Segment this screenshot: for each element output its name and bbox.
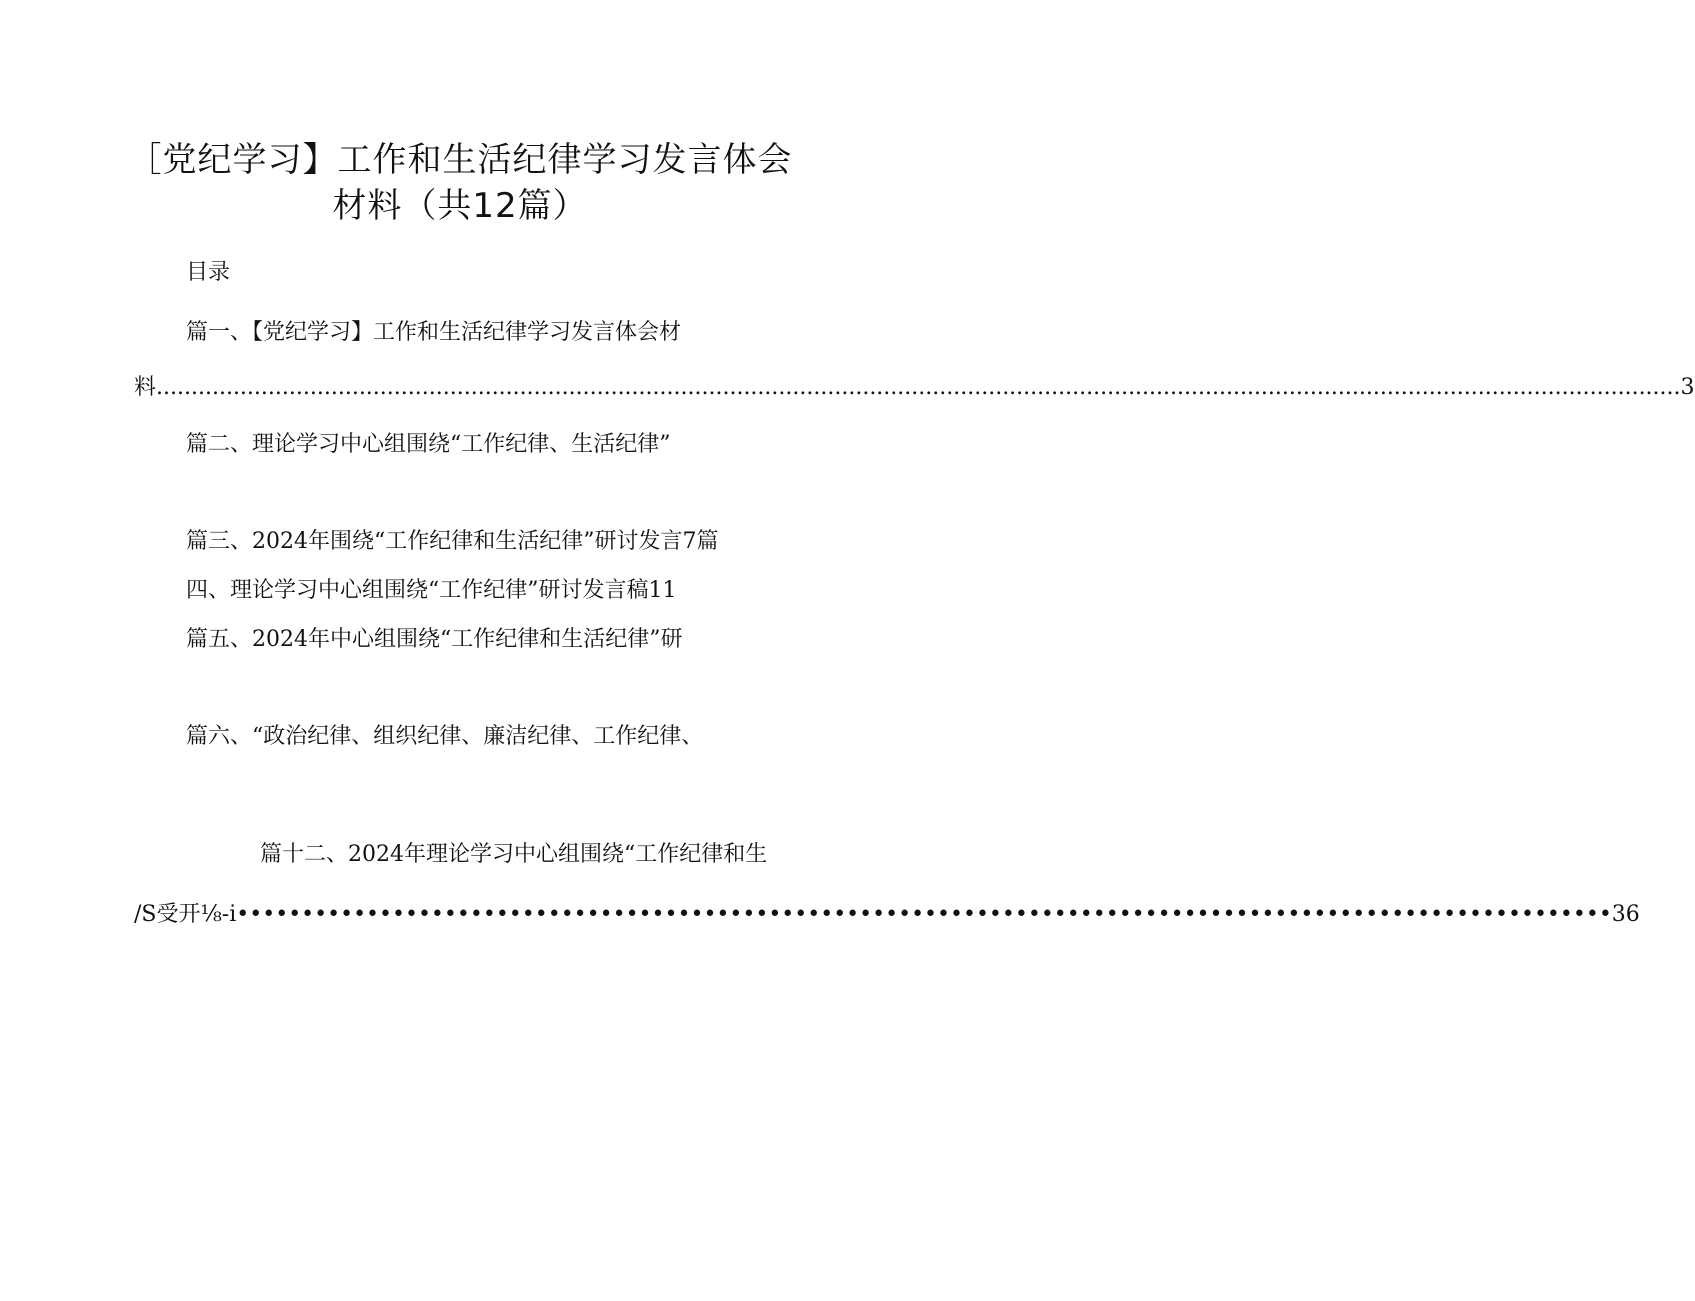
toc-entry-6: 篇六、“政治纪律、组织纪律、廉洁纪律、工作纪律、 [186,724,704,749]
toc-entry-2: 篇二、理论学习中心组围绕“工作纪律、生活纪律” [186,432,671,457]
toc-entry-5: 篇五、2024年中心组围绕“工作纪律和生活纪律”研 [186,627,683,652]
toc-entry-1-page-number: 3 [1680,375,1695,400]
document-title-line-2: 材料（共12篇） [332,186,588,226]
bullet-leader: •••••••••••••••••••••••••••••••••••••••••••••••••••••••••••••••••••••••••••••••••••••••••••••••••••••••••• [236,902,1612,927]
toc-entry-4: 四、理论学习中心组围绕“工作纪律”研讨发言稿11 [186,578,677,603]
toc-entry-1-leader-row [134,373,1695,403]
toc-entry-12-leader-row [134,900,1640,930]
toc-entry-12-continuation: /S受开⅛-i [134,902,237,927]
dot-leader: .......................................................................................................................................................................................................................... [156,375,1681,400]
toc-entry-1-continuation: 料 [134,375,157,400]
toc-entry-3: 篇三、2024年围绕“工作纪律和生活纪律”研讨发言7篇 [186,529,719,554]
toc-entry-12-page-number: 36 [1611,902,1640,927]
toc-entry-12: 篇十二、2024年理论学习中心组围绕“工作纪律和生 [260,842,768,867]
toc-heading: 目录 [186,260,231,285]
document-title-line-1: ［党纪学习】工作和生活纪律学习发言体会 [127,140,793,180]
toc-entry-1: 篇一、【党纪学习】工作和生活纪律学习发言体会材 [186,320,682,345]
